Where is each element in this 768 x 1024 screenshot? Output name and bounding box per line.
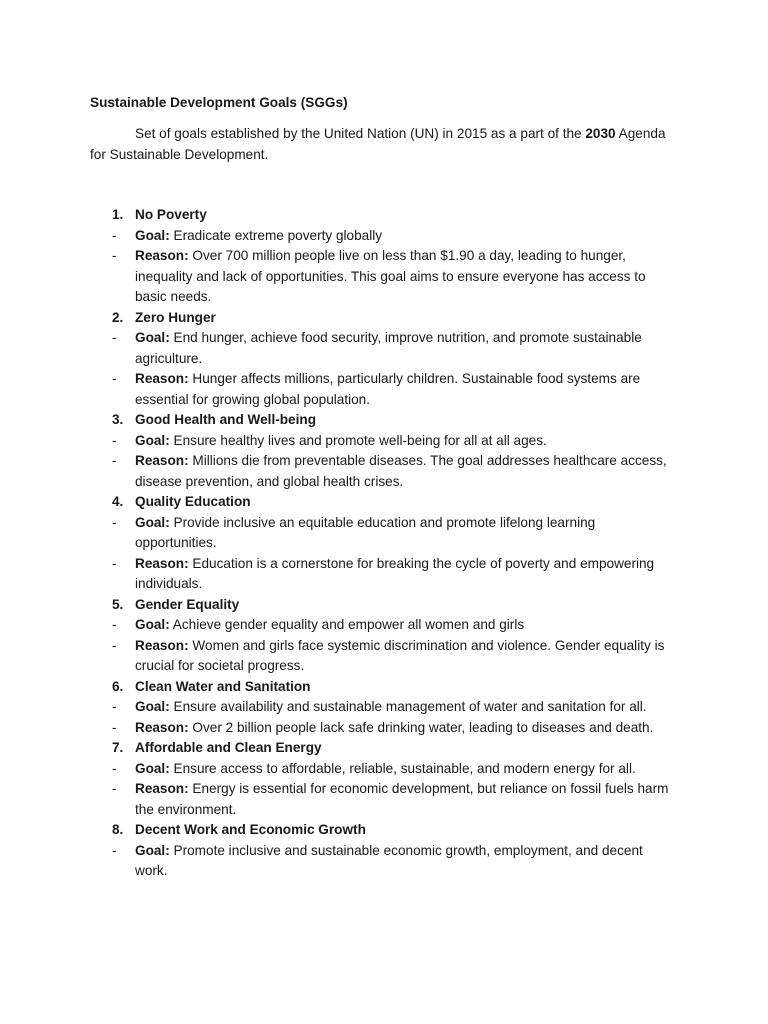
goal-title: Gender Equality — [135, 596, 240, 612]
dash-marker: - — [112, 227, 117, 243]
goal-heading — [90, 738, 672, 759]
dash-marker: - — [112, 514, 117, 530]
dash-marker: - — [112, 617, 117, 632]
goal-bullet — [90, 615, 672, 636]
goal-title: Affordable and Clean Energy — [135, 740, 322, 755]
goal-number: 2. — [112, 309, 124, 325]
reason-bullet — [90, 246, 672, 308]
goal-heading — [90, 677, 672, 698]
dash-marker: - — [112, 555, 117, 571]
dash-marker: - — [112, 781, 117, 796]
goal-bullet-label: Goal: — [135, 227, 170, 243]
goal-heading — [90, 205, 672, 226]
goals-list — [90, 205, 672, 882]
goal-bullet — [90, 431, 672, 452]
goal-bullet-label: Goal: — [135, 330, 170, 345]
goal-bullet — [90, 759, 672, 780]
reason-bullet — [90, 369, 672, 410]
dash-marker: - — [112, 842, 117, 858]
goal-bullet-text: Provide inclusive an equitable education and promote lifelong learning opportunities. — [135, 514, 596, 550]
intro-text-before: Set of goals established by the United Nation (UN) in 2015 as a part of the — [135, 126, 586, 141]
goal-number: 1. — [112, 207, 124, 222]
dash-marker: - — [112, 453, 117, 468]
reason-bullet — [90, 779, 672, 820]
reason-bullet — [90, 636, 672, 677]
intro-text-bold: 2030 — [585, 126, 616, 141]
reason-bullet — [90, 718, 672, 739]
dash-marker: - — [112, 637, 117, 653]
intro-text-after: Agenda for Sustainable Development. — [90, 126, 666, 162]
goal-number: 8. — [112, 822, 124, 837]
goal-heading — [90, 820, 672, 841]
goal-title: Decent Work and Economic Growth — [135, 822, 366, 837]
dash-marker: - — [112, 371, 117, 386]
goal-number: 3. — [112, 412, 124, 427]
reason-bullet-text: Over 700 million people live on less than $1.90 a day, leading to hunger, inequality and lack of opportunities. This goal aims to ensure everyone has access to basic needs. — [135, 248, 646, 304]
goal-heading — [90, 492, 672, 513]
goal-number: 4. — [112, 494, 124, 509]
reason-bullet — [90, 554, 672, 595]
dash-marker: - — [112, 719, 117, 735]
reason-bullet-text: Women and girls face systemic discrimination and violence. Gender equality is crucial for societal progress. — [135, 637, 665, 673]
document-title: Sustainable Development Goals (SGGs) — [90, 95, 348, 110]
goal-bullet-label: Goal: — [135, 699, 170, 714]
reason-bullet-text: Over 2 billion people lack safe drinking water, leading to diseases and death. — [192, 719, 654, 735]
goal-title: No Poverty — [135, 207, 207, 222]
goal-number: 6. — [112, 678, 124, 694]
goal-bullet-label: Goal: — [135, 617, 170, 632]
goal-bullet — [90, 513, 672, 554]
reason-bullet-label: Reason: — [135, 248, 189, 263]
goal-heading — [90, 308, 672, 329]
goal-bullet-text: Promote inclusive and sustainable economic growth, employment, and decent work. — [135, 842, 643, 878]
reason-bullet-text: Education is a cornerstone for breaking the cycle of poverty and empowering individuals. — [135, 555, 655, 591]
goal-title: Zero Hunger — [135, 309, 216, 325]
goal-number: 7. — [112, 740, 124, 755]
goal-heading — [90, 595, 672, 616]
reason-bullet-label: Reason: — [135, 555, 189, 571]
dash-marker: - — [112, 248, 117, 263]
goal-bullet-text: End hunger, achieve food security, improve nutrition, and promote sustainable agriculture. — [135, 330, 642, 366]
reason-bullet-label: Reason: — [135, 371, 189, 386]
goal-bullet-text: Eradicate extreme poverty globally — [173, 227, 383, 243]
goal-title: Quality Education — [135, 494, 251, 509]
reason-bullet-label: Reason: — [135, 637, 189, 653]
dash-marker: - — [112, 432, 117, 448]
goal-bullet-text: Ensure healthy lives and promote well-being for all at all ages. — [173, 432, 547, 448]
goal-bullet-text: Ensure availability and sustainable management of water and sanitation for all. — [173, 699, 647, 714]
goal-bullet — [90, 226, 672, 247]
reason-bullet-label: Reason: — [135, 453, 189, 468]
goal-bullet — [90, 328, 672, 369]
reason-bullet — [90, 451, 672, 492]
intro-paragraph — [90, 123, 672, 165]
goal-title: Good Health and Well-being — [135, 412, 316, 427]
goal-bullet-label: Goal: — [135, 514, 170, 530]
reason-bullet-label: Reason: — [135, 781, 189, 796]
goal-bullet-label: Goal: — [135, 432, 170, 448]
goal-bullet-text: Ensure access to affordable, reliable, sustainable, and modern energy for all. — [173, 760, 636, 776]
dash-marker: - — [112, 330, 117, 345]
reason-bullet-text: Millions die from preventable diseases. The goal addresses healthcare access, disease prevention, and global health crises. — [135, 453, 667, 489]
goal-heading — [90, 410, 672, 431]
goal-bullet-label: Goal: — [135, 760, 170, 776]
goal-bullet-label: Goal: — [135, 842, 170, 858]
reason-bullet-text: Hunger affects millions, particularly children. Sustainable food systems are essential for growing global population. — [135, 371, 641, 407]
dash-marker: - — [112, 699, 117, 714]
reason-bullet-text: Energy is essential for economic development, but reliance on fossil fuels harm the environment. — [135, 781, 669, 817]
goal-bullet — [90, 697, 672, 718]
reason-bullet-label: Reason: — [135, 719, 189, 735]
goal-bullet-text: Achieve gender equality and empower all women and girls — [172, 617, 525, 632]
goal-bullet — [90, 841, 672, 882]
dash-marker: - — [112, 760, 117, 776]
goal-number: 5. — [112, 596, 124, 612]
goal-title: Clean Water and Sanitation — [135, 678, 311, 694]
